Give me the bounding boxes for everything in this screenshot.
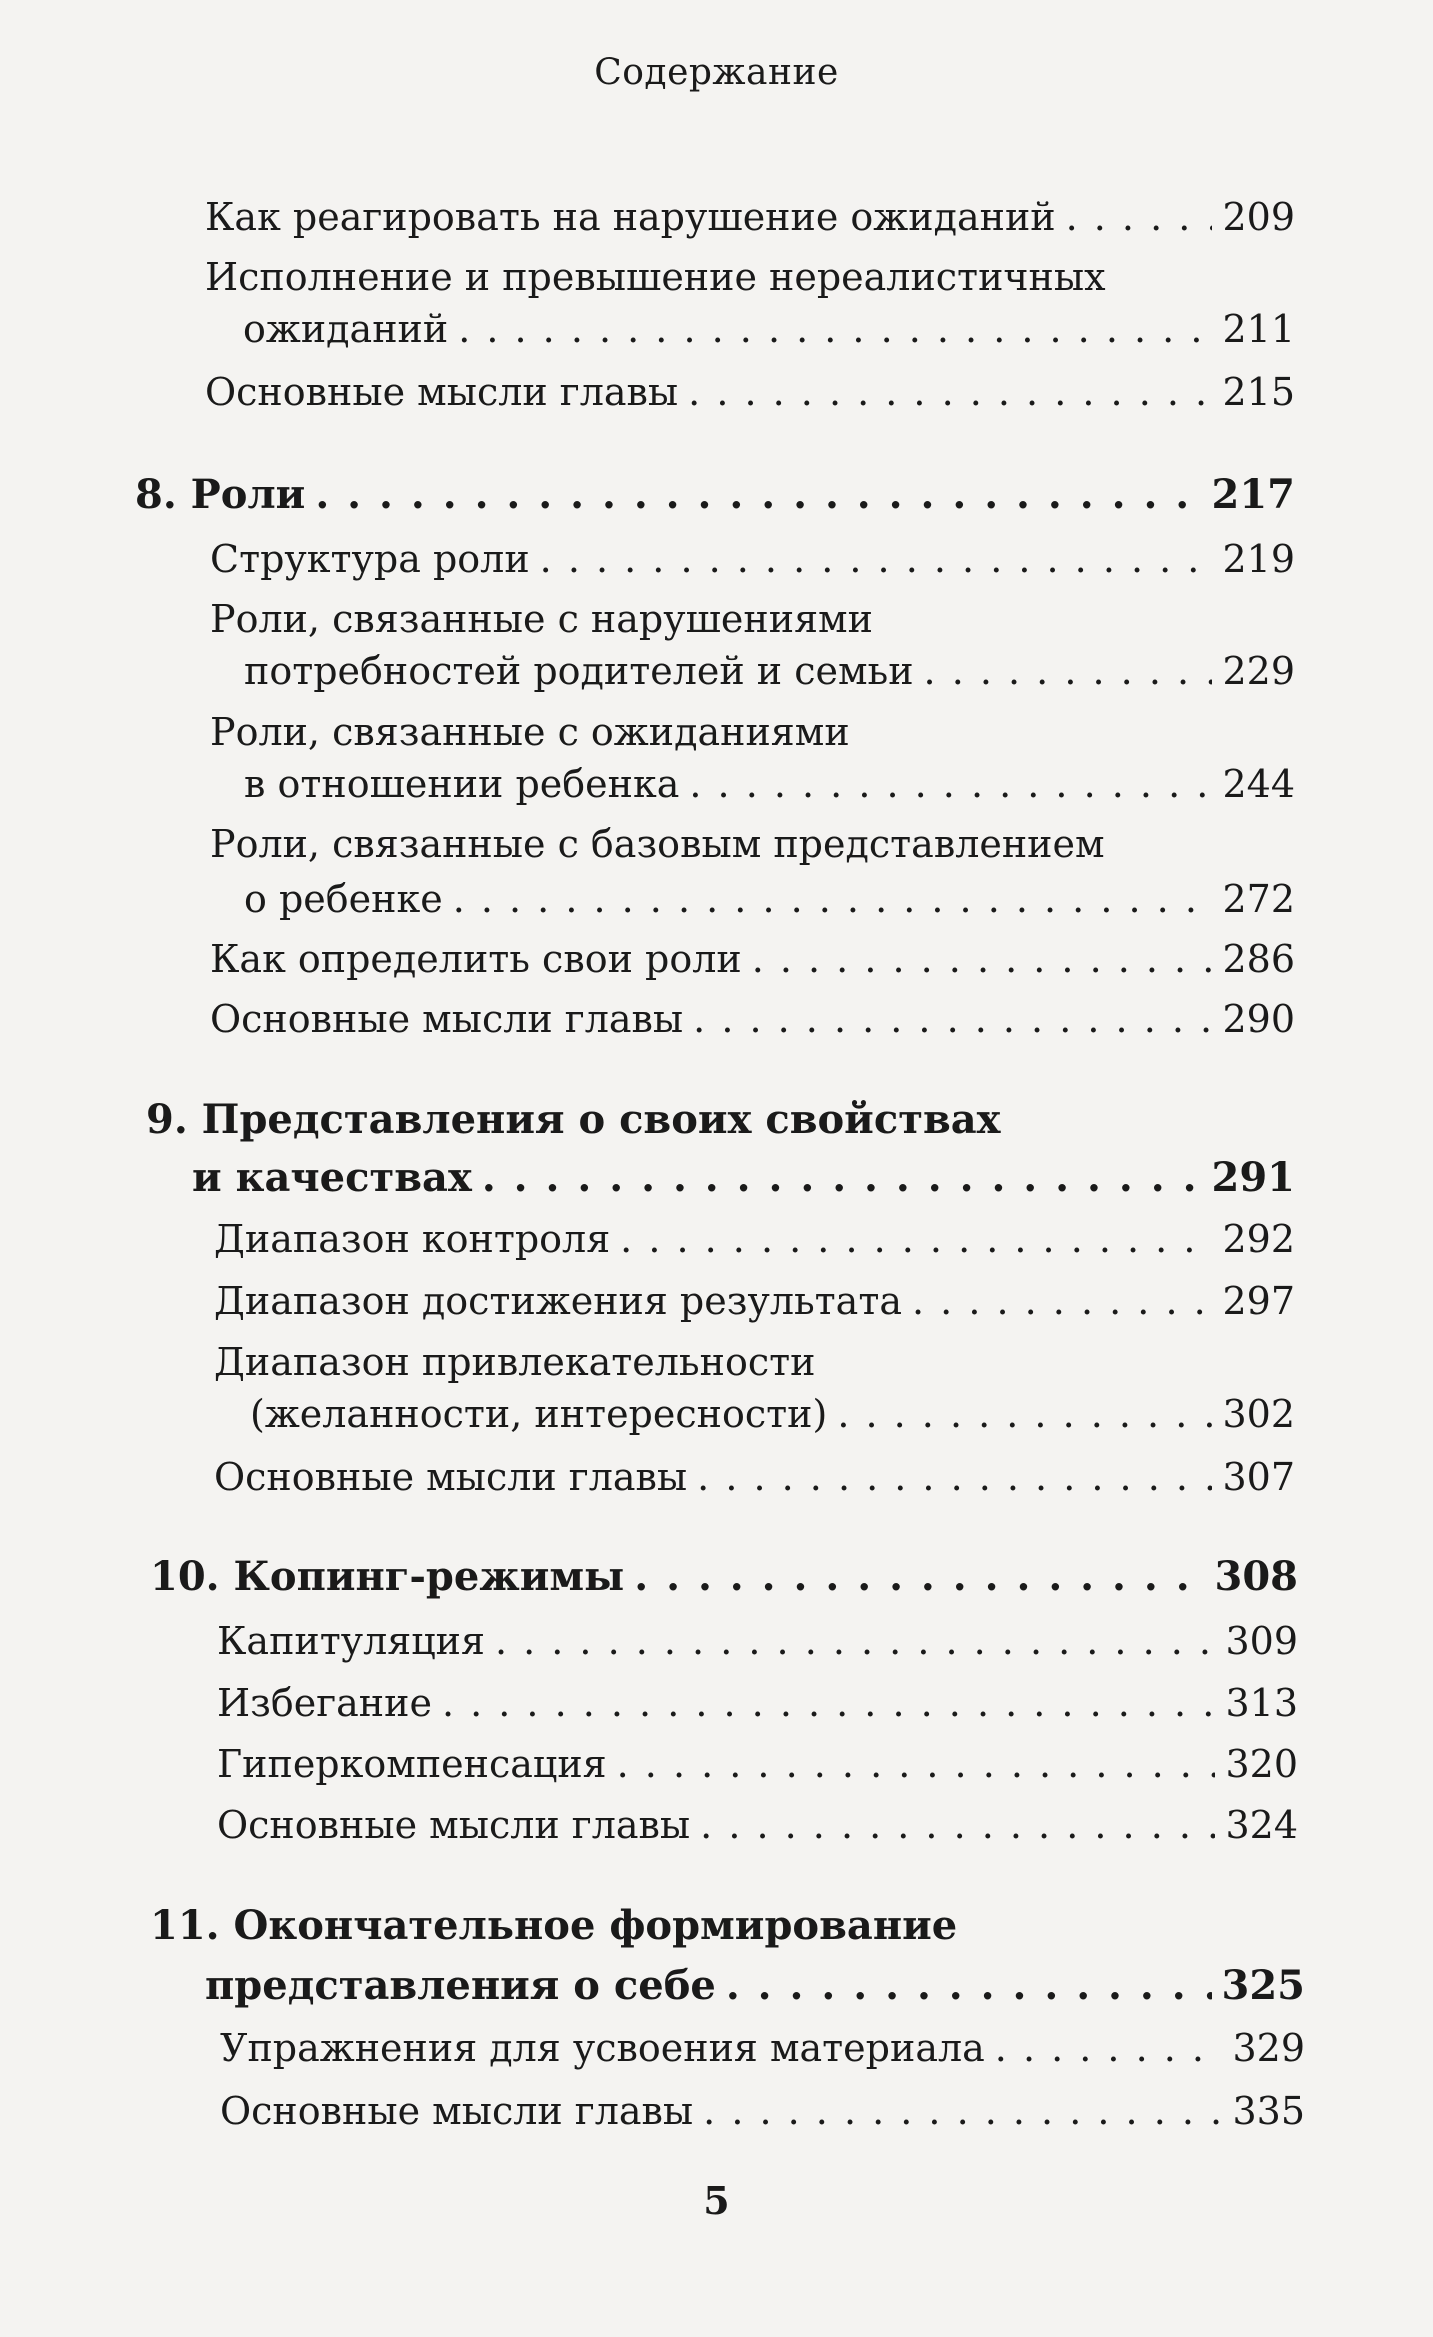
- toc-chapter-title-line: 11. Окончательное формирование: [150, 1902, 958, 1949]
- toc-entry[interactable]: [217, 1681, 1298, 1725]
- dot-leader: [458, 310, 1212, 348]
- running-header: Содержание: [594, 52, 839, 93]
- toc-entry-title: Основные мысли главы: [217, 1803, 691, 1847]
- dot-leader: [912, 1282, 1212, 1320]
- toc-entry[interactable]: [214, 1279, 1295, 1323]
- dot-leader: [726, 1966, 1212, 2006]
- toc-entry-title-line: Роли, связанные с нарушениями: [210, 597, 873, 641]
- toc-entry-title: Основные мысли главы: [214, 1455, 688, 1499]
- toc-entry[interactable]: [243, 307, 1295, 351]
- toc-entry[interactable]: [205, 370, 1295, 414]
- toc-chapter-title: 10. Копинг-режимы: [150, 1553, 625, 1600]
- toc-entry-page: 292: [1222, 1217, 1295, 1261]
- toc-chapter-page: 325: [1221, 1962, 1305, 2009]
- dot-leader: [703, 2092, 1222, 2130]
- toc-chapter-title: представления о себе: [205, 1962, 716, 2009]
- toc-entry-page: 320: [1225, 1742, 1298, 1786]
- toc-entry-title: Как определить свои роли: [210, 937, 742, 981]
- toc-entry[interactable]: [250, 1392, 1295, 1436]
- dot-leader: [752, 940, 1213, 978]
- toc-entry-page: 215: [1222, 370, 1295, 414]
- toc-entry[interactable]: [210, 997, 1295, 1041]
- toc-entry-title: потребностей родителей и семьи: [244, 649, 914, 693]
- toc-entry-title-line: Роли, связанные с базовым представлением: [210, 822, 1105, 866]
- toc-entry-title: Основные мысли главы: [205, 370, 679, 414]
- toc-entry-page: 309: [1225, 1619, 1298, 1663]
- toc-entry-title: Избегание: [217, 1681, 432, 1725]
- toc-entry-title: Основные мысли главы: [210, 997, 684, 1041]
- toc-entry-title: (желанности, интересности): [250, 1392, 828, 1436]
- toc-entry-page: 286: [1222, 937, 1295, 981]
- toc-entry-title: в отношении ребенка: [244, 762, 680, 806]
- dot-leader: [620, 1220, 1212, 1258]
- dot-leader: [688, 373, 1212, 411]
- toc-chapter-page: 308: [1214, 1553, 1298, 1600]
- dot-leader: [924, 652, 1213, 690]
- toc-entry-page: 329: [1232, 2026, 1305, 2070]
- toc-entry[interactable]: [210, 937, 1295, 981]
- toc-entry[interactable]: [220, 2089, 1305, 2133]
- toc-entry-page: 313: [1225, 1681, 1298, 1725]
- toc-entry-page: 290: [1222, 997, 1295, 1041]
- toc-entry[interactable]: [205, 195, 1295, 239]
- toc-entry-title: Гиперкомпенсация: [217, 1742, 607, 1786]
- dot-leader: [693, 1000, 1212, 1038]
- toc-entry-page: 229: [1222, 649, 1295, 693]
- dot-leader: [540, 540, 1213, 578]
- toc-chapter-title: и качествах: [192, 1154, 472, 1201]
- toc-entry-title-line: Исполнение и превышение нереалистичных: [205, 255, 1106, 299]
- dot-leader: [995, 2029, 1223, 2067]
- toc-chapter[interactable]: [192, 1154, 1295, 1201]
- toc-entry[interactable]: [217, 1803, 1298, 1847]
- dot-leader: [617, 1745, 1216, 1783]
- toc-chapter[interactable]: [205, 1962, 1305, 2009]
- dot-leader: [1066, 198, 1213, 236]
- dot-leader: [442, 1684, 1216, 1722]
- toc-entry-title: Основные мысли главы: [220, 2089, 694, 2133]
- dot-leader: [700, 1806, 1215, 1844]
- page-number: 5: [703, 2178, 730, 2223]
- toc-chapter-title-line: 9. Представления о своих свойствах: [146, 1096, 1001, 1143]
- dot-leader: [315, 475, 1201, 515]
- toc-entry[interactable]: [244, 877, 1295, 921]
- toc-entry[interactable]: [210, 537, 1295, 581]
- toc-entry-title: Диапазон контроля: [214, 1217, 611, 1261]
- toc-chapter[interactable]: [150, 1553, 1298, 1600]
- toc-entry[interactable]: [217, 1742, 1298, 1786]
- toc-entry-page: 335: [1232, 2089, 1305, 2133]
- toc-entry-title: Упражнения для усвоения материала: [220, 2026, 985, 2070]
- toc-chapter-page: 291: [1211, 1154, 1295, 1201]
- toc-entry-page: 209: [1222, 195, 1295, 239]
- toc-entry[interactable]: [214, 1455, 1295, 1499]
- toc-entry-title: Диапазон достижения результата: [214, 1279, 903, 1323]
- dot-leader: [837, 1395, 1212, 1433]
- toc-entry-title: о ребенке: [244, 877, 443, 921]
- dot-leader: [453, 880, 1213, 918]
- toc-chapter[interactable]: [135, 471, 1295, 518]
- toc-entry-page: 211: [1222, 307, 1295, 351]
- toc-entry-title-line: Диапазон привлекательности: [214, 1340, 816, 1384]
- toc-chapter-page: 217: [1211, 471, 1295, 518]
- toc-entry[interactable]: [217, 1619, 1298, 1663]
- dot-leader: [689, 765, 1212, 803]
- toc-entry[interactable]: [244, 762, 1295, 806]
- toc-entry-page: 219: [1222, 537, 1295, 581]
- dot-leader: [697, 1458, 1212, 1496]
- toc-entry-page: 324: [1225, 1803, 1298, 1847]
- toc-entry-title: Капитуляция: [217, 1619, 485, 1663]
- toc-entry-page: 244: [1222, 762, 1295, 806]
- toc-entry-page: 272: [1222, 877, 1295, 921]
- toc-entry-title: Структура роли: [210, 537, 530, 581]
- toc-entry-page: 302: [1222, 1392, 1295, 1436]
- toc-entry[interactable]: [214, 1217, 1295, 1261]
- toc-entry-page: 297: [1222, 1279, 1295, 1323]
- dot-leader: [495, 1622, 1216, 1660]
- toc-entry-page: 307: [1222, 1455, 1295, 1499]
- toc-entry[interactable]: [244, 649, 1295, 693]
- toc-chapter-title: 8. Роли: [135, 471, 306, 518]
- dot-leader: [482, 1158, 1202, 1198]
- toc-entry-title-line: Роли, связанные с ожиданиями: [210, 710, 850, 754]
- toc-entry-title: ожиданий: [243, 307, 449, 351]
- toc-entry[interactable]: [220, 2026, 1305, 2070]
- toc-entry-title: Как реагировать на нарушение ожиданий: [205, 195, 1056, 239]
- dot-leader: [634, 1557, 1204, 1597]
